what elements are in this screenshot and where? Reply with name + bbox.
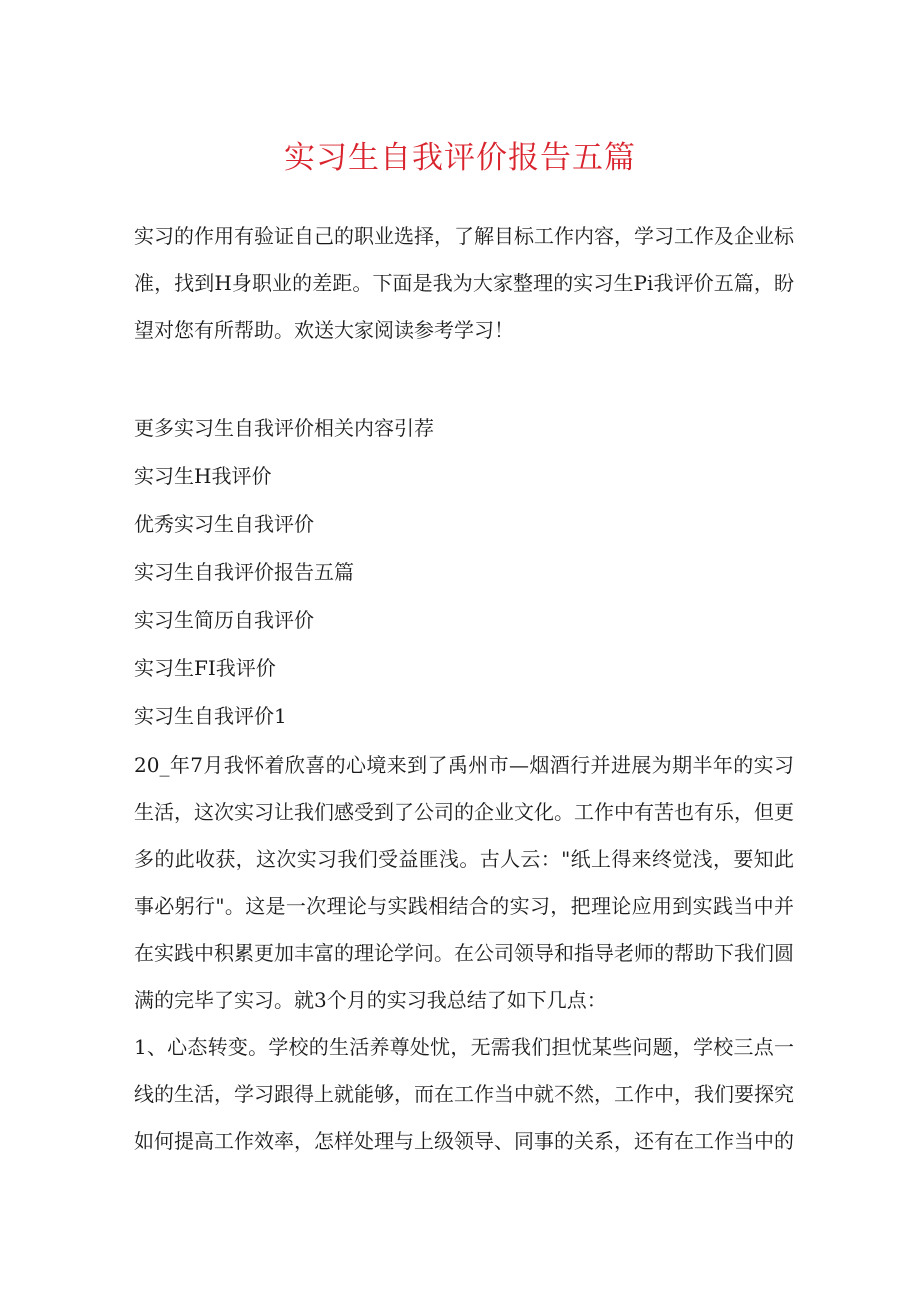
related-link-1[interactable]: 实习生H我评价	[134, 464, 272, 488]
related-heading: 更多实习生自我评价相关内容引荐	[134, 416, 434, 440]
related-link-2[interactable]: 优秀实习生自我评价	[134, 512, 314, 536]
point-paragraph-1: 1、心态转变。学校的生活养尊处忧，无需我们担忧某些问题，学校三点一线的生活，学习跟得上就能够，而在工作当中就不然，工作中，我们要探究如何提高工作效率，怎样处理与上级领导、同事的关系，还有在工作当中的	[134, 1035, 794, 1153]
related-links-list	[134, 404, 794, 740]
section-heading: 实习生自我评价1	[134, 704, 287, 728]
body-paragraph-1: 20_年7月我怀着欣喜的心境来到了禹州市—烟酒行并进展为期半年的实习生活，这次实习让我们感受到了公司的企业文化。工作中有苦也有乐，但更多的此收获，这次实习我们受益匪浅。古人云："纸上得来终觉浅，要知此事必躬行"。这是一次理论与实践相结合的实习，把理论应用到实践当中并在实践中积累更加丰富的理论学问。在公司领导和指导老师的帮助下我们圆满的完毕了实习。就3个月的实习我总结了如下几点：	[134, 753, 794, 1012]
intro-paragraph: 实习的作用有验证自己的职业选择，了解目标工作内容，学习工作及企业标准，找到H身职业的差距。下面是我为大家整理的实习生Pi我评价五篇，盼望对您有所帮助。欢送大家阅读参考学习！	[134, 224, 794, 342]
related-link-4[interactable]: 实习生简历自我评价	[134, 608, 314, 632]
document-title: 实习生自我评价报告五篇	[284, 140, 636, 176]
related-link-5[interactable]: 实习生FI我评价	[134, 656, 276, 680]
related-link-3[interactable]: 实习生自我评价报告五篇	[134, 560, 354, 584]
